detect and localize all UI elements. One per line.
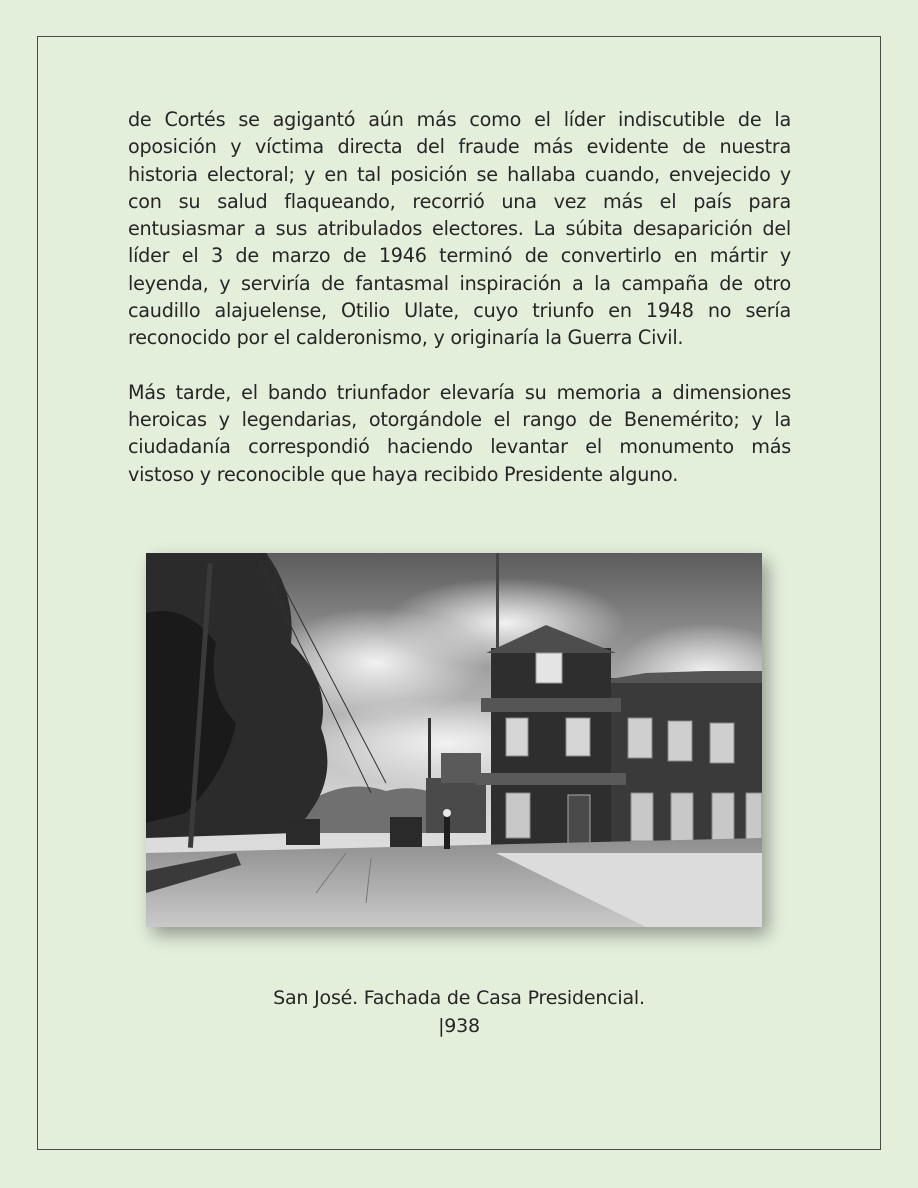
photo-year: |938 [438, 1015, 480, 1037]
photo-caption: San José. Fachada de Casa Presidencial. [273, 987, 645, 1009]
casa-presidencial-photo-illustration [146, 553, 762, 927]
paragraph-1: de Cortés se agigantó aún más como el líder indiscutible de la oposición y víctima directa del fraude más evidente de nuestra historia electoral; y en tal posición se hallaba cuando, envejecido y con su salud flaqueando, recorrió una vez más el país para entusiasmar a sus atribulados electores. La súbita desaparición del líder el 3 de marzo de 1946 terminó de convertirlo en mártir y leyenda, y serviría de fantasmal inspiración a la campaña de otro caudillo alajuelense, Otilio Ulate, cuyo triunfo en 1948 no sería reconocido por el calderonismo, y originaría la Guerra Civil. [128, 108, 791, 350]
historic-photo [146, 553, 762, 927]
body-text [128, 106, 791, 488]
paragraph-2: Más tarde, el bando triunfador elevaría su memoria a dimensiones heroicas y legendarias, otorgándole el rango de Benemérito; y la ciudadanía correspondió haciendo levantar el monumento más vistoso y reconocible que haya recibido Presidente alguno. [128, 380, 791, 486]
